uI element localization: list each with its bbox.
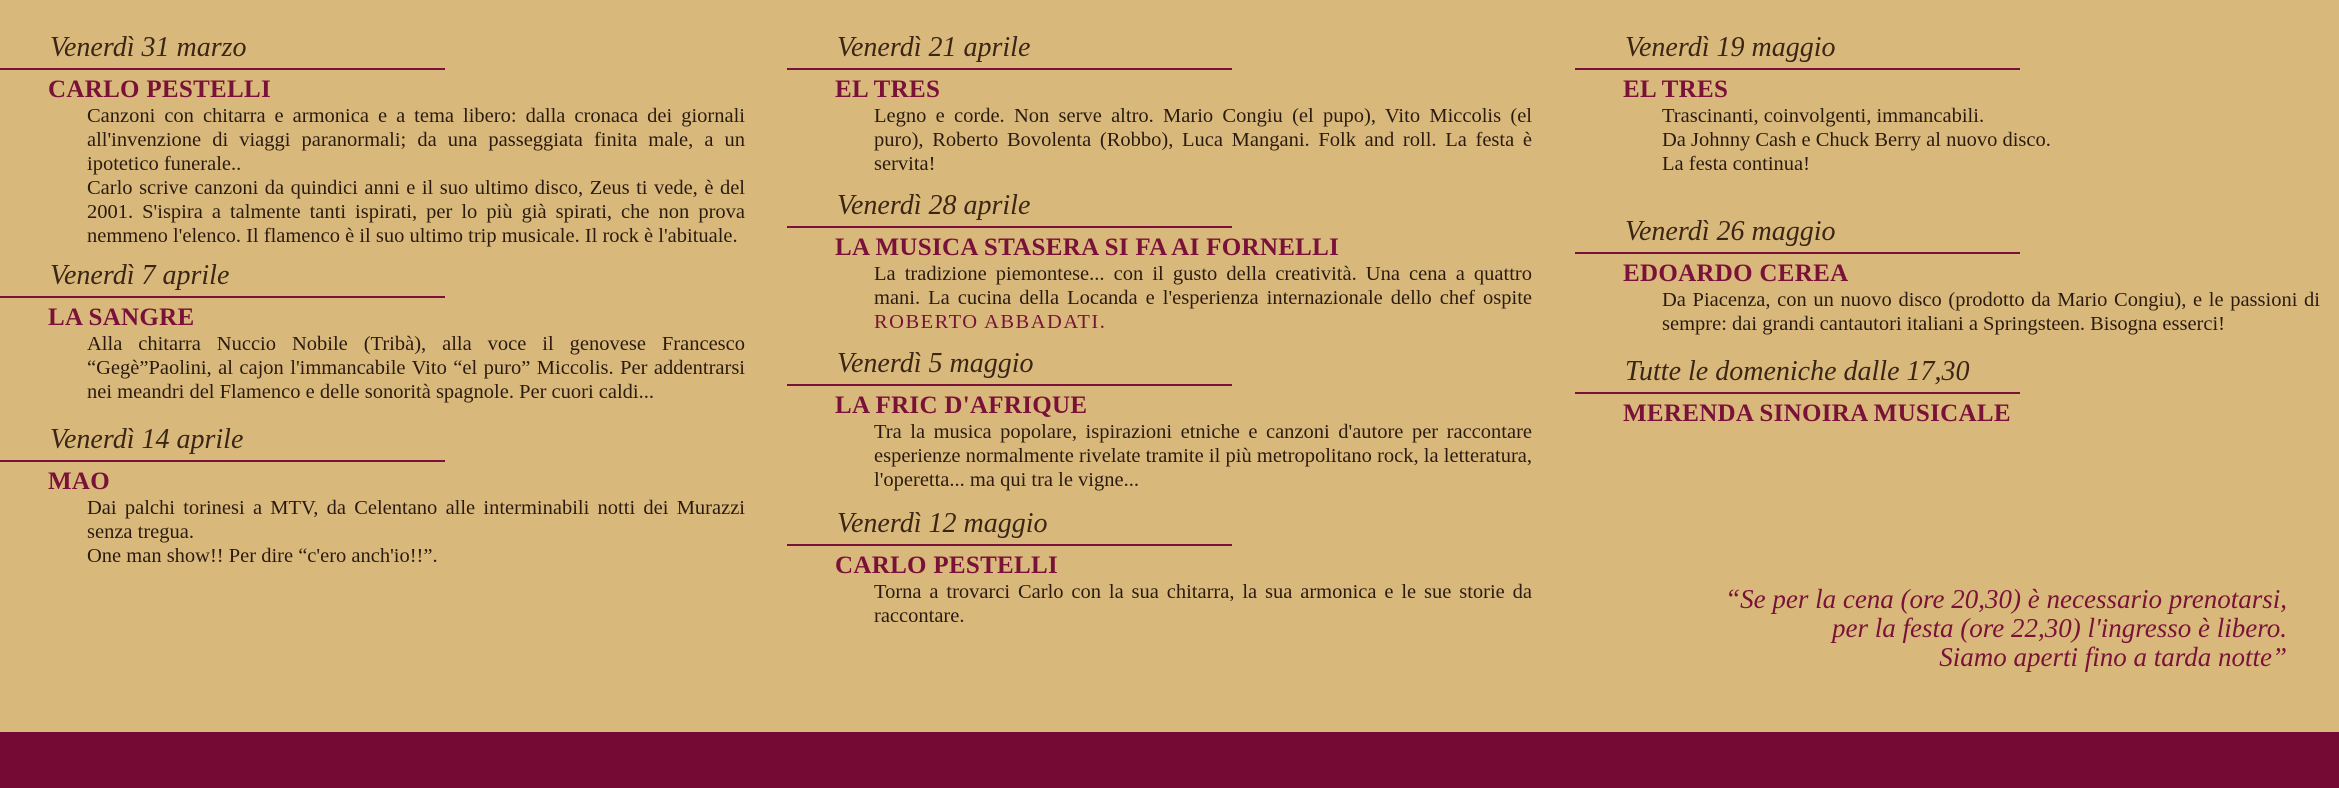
description-line: Alla chitarra Nuccio Nobile (Tribà), alla voce il genovese Francesco “Gegè”Paolini, al cajon l'immancabile Vito “el puro” Miccolis. Per addentrarsi nei meandri del Flamenco e delle sonorità spagnole. Per cuori caldi...: [87, 333, 745, 403]
event-title: LA MUSICA STASERA SI FA AI FORNELLI: [835, 234, 1340, 261]
event-title: LA SANGRE: [48, 304, 195, 331]
event-card: [1575, 214, 2320, 336]
description-line: Dai palchi torinesi a MTV, da Celentano alle interminabili notti dei Murazzi senza tregua.: [87, 497, 745, 543]
divider: [0, 460, 445, 462]
event-description: [787, 262, 1532, 334]
description-text: La tradizione piemontese... con il gusto della creatività. Una cena a quattro mani. La cucina della Locanda e l'esperienza internazionale dello chef ospite: [874, 263, 1532, 309]
event-description: [0, 332, 745, 404]
event-title: MERENDA SINOIRA MUSICALE: [1623, 400, 2011, 427]
column-3: [1575, 0, 2320, 428]
event-date: Venerdì 12 maggio: [837, 508, 1048, 539]
event-title: EDOARDO CEREA: [1623, 260, 1849, 287]
footer-band: [0, 732, 2339, 788]
event-title: CARLO PESTELLI: [835, 552, 1059, 579]
divider: [787, 384, 1232, 386]
event-card: [1575, 354, 2320, 428]
event-card: [1575, 30, 2320, 176]
description-line: Legno e corde. Non serve altro. Mario Congiu (el pupo), Vito Miccolis (el puro), Roberto Bovolenta (Robbo), Luca Mangani. Folk and roll. La festa è servita!: [874, 105, 1532, 175]
description-line: Da Piacenza, con un nuovo disco (prodotto da Mario Congiu), e le passioni di sempre: dai grandi cantautori italiani a Springsteen. Bisogna esserci!: [1662, 289, 2320, 335]
chef-name: ROBERTO ABBADATI.: [874, 311, 1107, 333]
event-description: [1575, 288, 2320, 336]
divider: [1575, 252, 2020, 254]
divider: [1575, 68, 2020, 70]
description-line: Trascinanti, coinvolgenti, immancabili.: [1662, 105, 1985, 127]
description-line: Da Johnny Cash e Chuck Berry al nuovo disco.: [1662, 129, 2051, 151]
event-description: [0, 104, 745, 248]
event-card: [787, 506, 1532, 628]
event-date: Venerdì 7 aprile: [50, 260, 230, 291]
event-date: Venerdì 14 aprile: [50, 424, 244, 455]
event-date: Venerdì 28 aprile: [837, 190, 1031, 221]
event-title: CARLO PESTELLI: [48, 76, 272, 103]
event-date: Venerdì 5 maggio: [837, 348, 1034, 379]
event-description: [787, 104, 1532, 176]
divider: [787, 68, 1232, 70]
description-line: Torna a trovarci Carlo con la sua chitarra, la sua armonica e le sue storie da raccontare.: [874, 581, 1532, 627]
event-card: [0, 258, 745, 404]
event-card: [0, 30, 745, 248]
event-card: [0, 422, 745, 568]
column-1: [0, 0, 745, 568]
description-line: Canzoni con chitarra e armonica e a tema libero: dalla cronaca dei giornali all'invenzione di viaggi paranormali; da una passeggiata finita male, a un ipotetico funerale..: [87, 105, 745, 175]
event-card: [787, 346, 1532, 492]
event-title: EL TRES: [835, 76, 941, 103]
divider: [0, 296, 445, 298]
divider: [787, 226, 1232, 228]
event-title: EL TRES: [1623, 76, 1729, 103]
event-title: LA FRIC D'AFRIQUE: [835, 392, 1088, 419]
divider: [0, 68, 445, 70]
description-line: Tra la musica popolare, ispirazioni etniche e canzoni d'autore per raccontare esperienze normalmente rivelate tramite il più metropolitano rock, la letteratura, l'operetta... ma qui tra le vigne...: [874, 421, 1532, 491]
description-line: [874, 262, 1532, 334]
event-card: [787, 188, 1532, 334]
booking-note: [1587, 585, 2287, 672]
description-line: La festa continua!: [1662, 153, 1810, 175]
event-date: Venerdì 26 maggio: [1625, 216, 1836, 247]
description-line: One man show!! Per dire “c'ero anch'io!!”.: [87, 545, 438, 567]
booking-note-line: “Se per la cena (ore 20,30) è necessario prenotarsi,: [1725, 584, 2287, 614]
divider: [1575, 392, 2020, 394]
event-date: Tutte le domeniche dalle 17,30: [1625, 356, 1970, 387]
event-description: [1575, 104, 2320, 176]
description-line: Carlo scrive canzoni da quindici anni e il suo ultimo disco, Zeus ti vede, è del 2001. S'ispira a talmente tanti ispirati, per lo più già spirati, che non prova nemmeno l'elenco. Il flamenco è il suo ultimo trip musicale. Il rock è l'abituale.: [87, 177, 745, 247]
event-card: [787, 30, 1532, 176]
booking-note-line: per la festa (ore 22,30) l'ingresso è libero.: [1832, 613, 2287, 643]
divider: [787, 544, 1232, 546]
column-2: [787, 0, 1532, 628]
event-date: Venerdì 31 marzo: [50, 32, 247, 63]
event-date: Venerdì 21 aprile: [837, 32, 1031, 63]
event-description: [787, 420, 1532, 492]
event-date: Venerdì 19 maggio: [1625, 32, 1836, 63]
event-description: [0, 496, 745, 568]
event-title: MAO: [48, 468, 110, 495]
booking-note-line: Siamo aperti fino a tarda notte”: [1939, 642, 2287, 672]
event-description: [787, 580, 1532, 628]
